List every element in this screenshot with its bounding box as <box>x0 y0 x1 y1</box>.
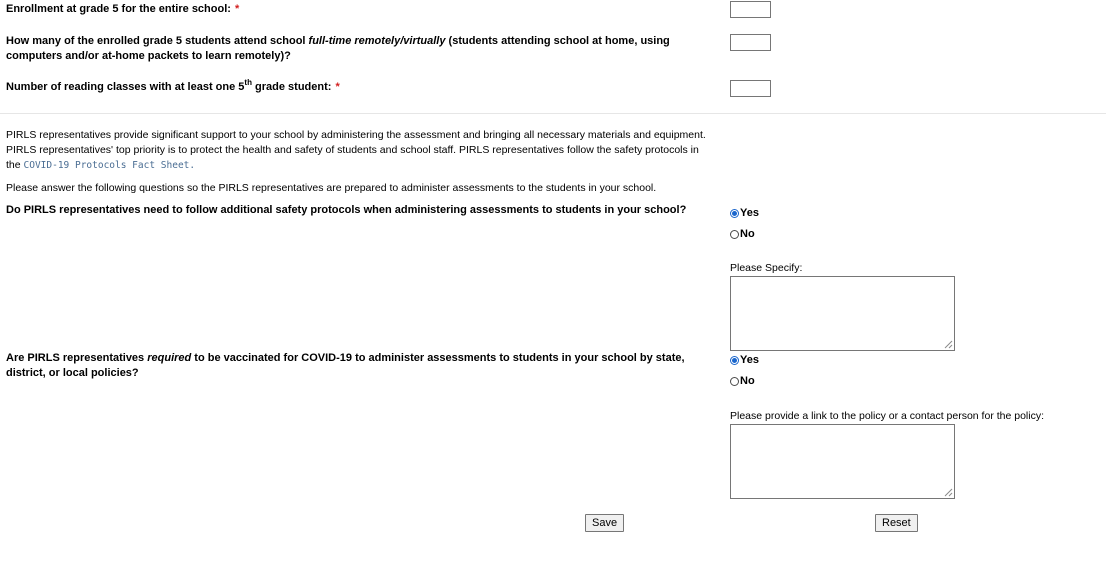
info-text: PIRLS representatives provide significant support to your school by administering the assessment and bringing all necessary materials and equipment. PIRLS representatives' top priority is to protect the health and safety of students and school staff. PIRLS representatives follow the safety protocols in the <box>6 129 706 171</box>
covid-protocols-link[interactable]: COVID-19 Protocols Fact Sheet. <box>23 160 196 171</box>
safety-yes-radio[interactable] <box>730 209 739 218</box>
remote-label-part2: (students attending school at home, using computers and/or at-home packets to learn remotely)? <box>6 35 670 62</box>
policy-textarea[interactable] <box>730 424 955 499</box>
remote-students-input[interactable] <box>730 34 771 51</box>
enrollment-question <box>6 2 239 17</box>
vaccine-yes-option[interactable] <box>730 353 759 367</box>
reading-classes-input[interactable] <box>730 80 771 97</box>
enrollment-input[interactable] <box>730 1 771 18</box>
info-paragraph <box>6 128 711 173</box>
instructions-text: Please answer the following questions so the PIRLS representatives are prepared to administer assessments to the students in your school. <box>6 182 657 194</box>
vaccine-label-part2: to be vaccinated for COVID-19 to administer assessments to students in your school by state, district, or local policies? <box>6 352 685 379</box>
safety-no-radio[interactable] <box>730 230 739 239</box>
section-divider <box>0 113 1106 114</box>
save-button[interactable]: Save <box>585 514 624 532</box>
policy-label: Please provide a link to the policy or a contact person for the policy: <box>730 410 1045 422</box>
vaccine-no-option[interactable] <box>730 374 755 388</box>
vaccine-no-label: No <box>740 375 755 387</box>
resize-grip-icon[interactable] <box>944 340 953 349</box>
remote-students-question <box>6 34 706 64</box>
safety-yes-option[interactable] <box>730 206 759 220</box>
reading-label-part2: grade student: <box>251 81 332 93</box>
vaccination-question <box>6 351 706 381</box>
remote-label-emphasis: full-time remotely/virtually <box>308 35 446 47</box>
reset-button[interactable]: Reset <box>875 514 918 532</box>
required-marker: * <box>335 81 340 93</box>
specify-textarea[interactable] <box>730 276 955 351</box>
vaccine-yes-label: Yes <box>740 354 759 366</box>
resize-grip-icon[interactable] <box>944 488 953 497</box>
specify-label: Please Specify: <box>730 262 803 274</box>
reading-classes-question <box>6 80 340 95</box>
safety-no-label: No <box>740 228 755 240</box>
vaccine-label-emphasis: required <box>147 352 192 364</box>
reading-label-part1: Number of reading classes with at least one 5 <box>6 81 245 93</box>
enrollment-label: Enrollment at grade 5 for the entire school: <box>6 3 231 15</box>
safety-protocols-question: Do PIRLS representatives need to follow additional safety protocols when administering assessments to students in your school? <box>6 204 687 216</box>
vaccine-no-radio[interactable] <box>730 377 739 386</box>
safety-yes-label: Yes <box>740 207 759 219</box>
vaccine-label-part1: Are PIRLS representatives <box>6 352 148 364</box>
remote-label-part1: How many of the enrolled grade 5 students attend school <box>6 35 309 47</box>
safety-no-option[interactable] <box>730 227 755 241</box>
required-marker: * <box>234 3 240 15</box>
vaccine-yes-radio[interactable] <box>730 356 739 365</box>
reading-label-superscript: th <box>244 78 252 87</box>
